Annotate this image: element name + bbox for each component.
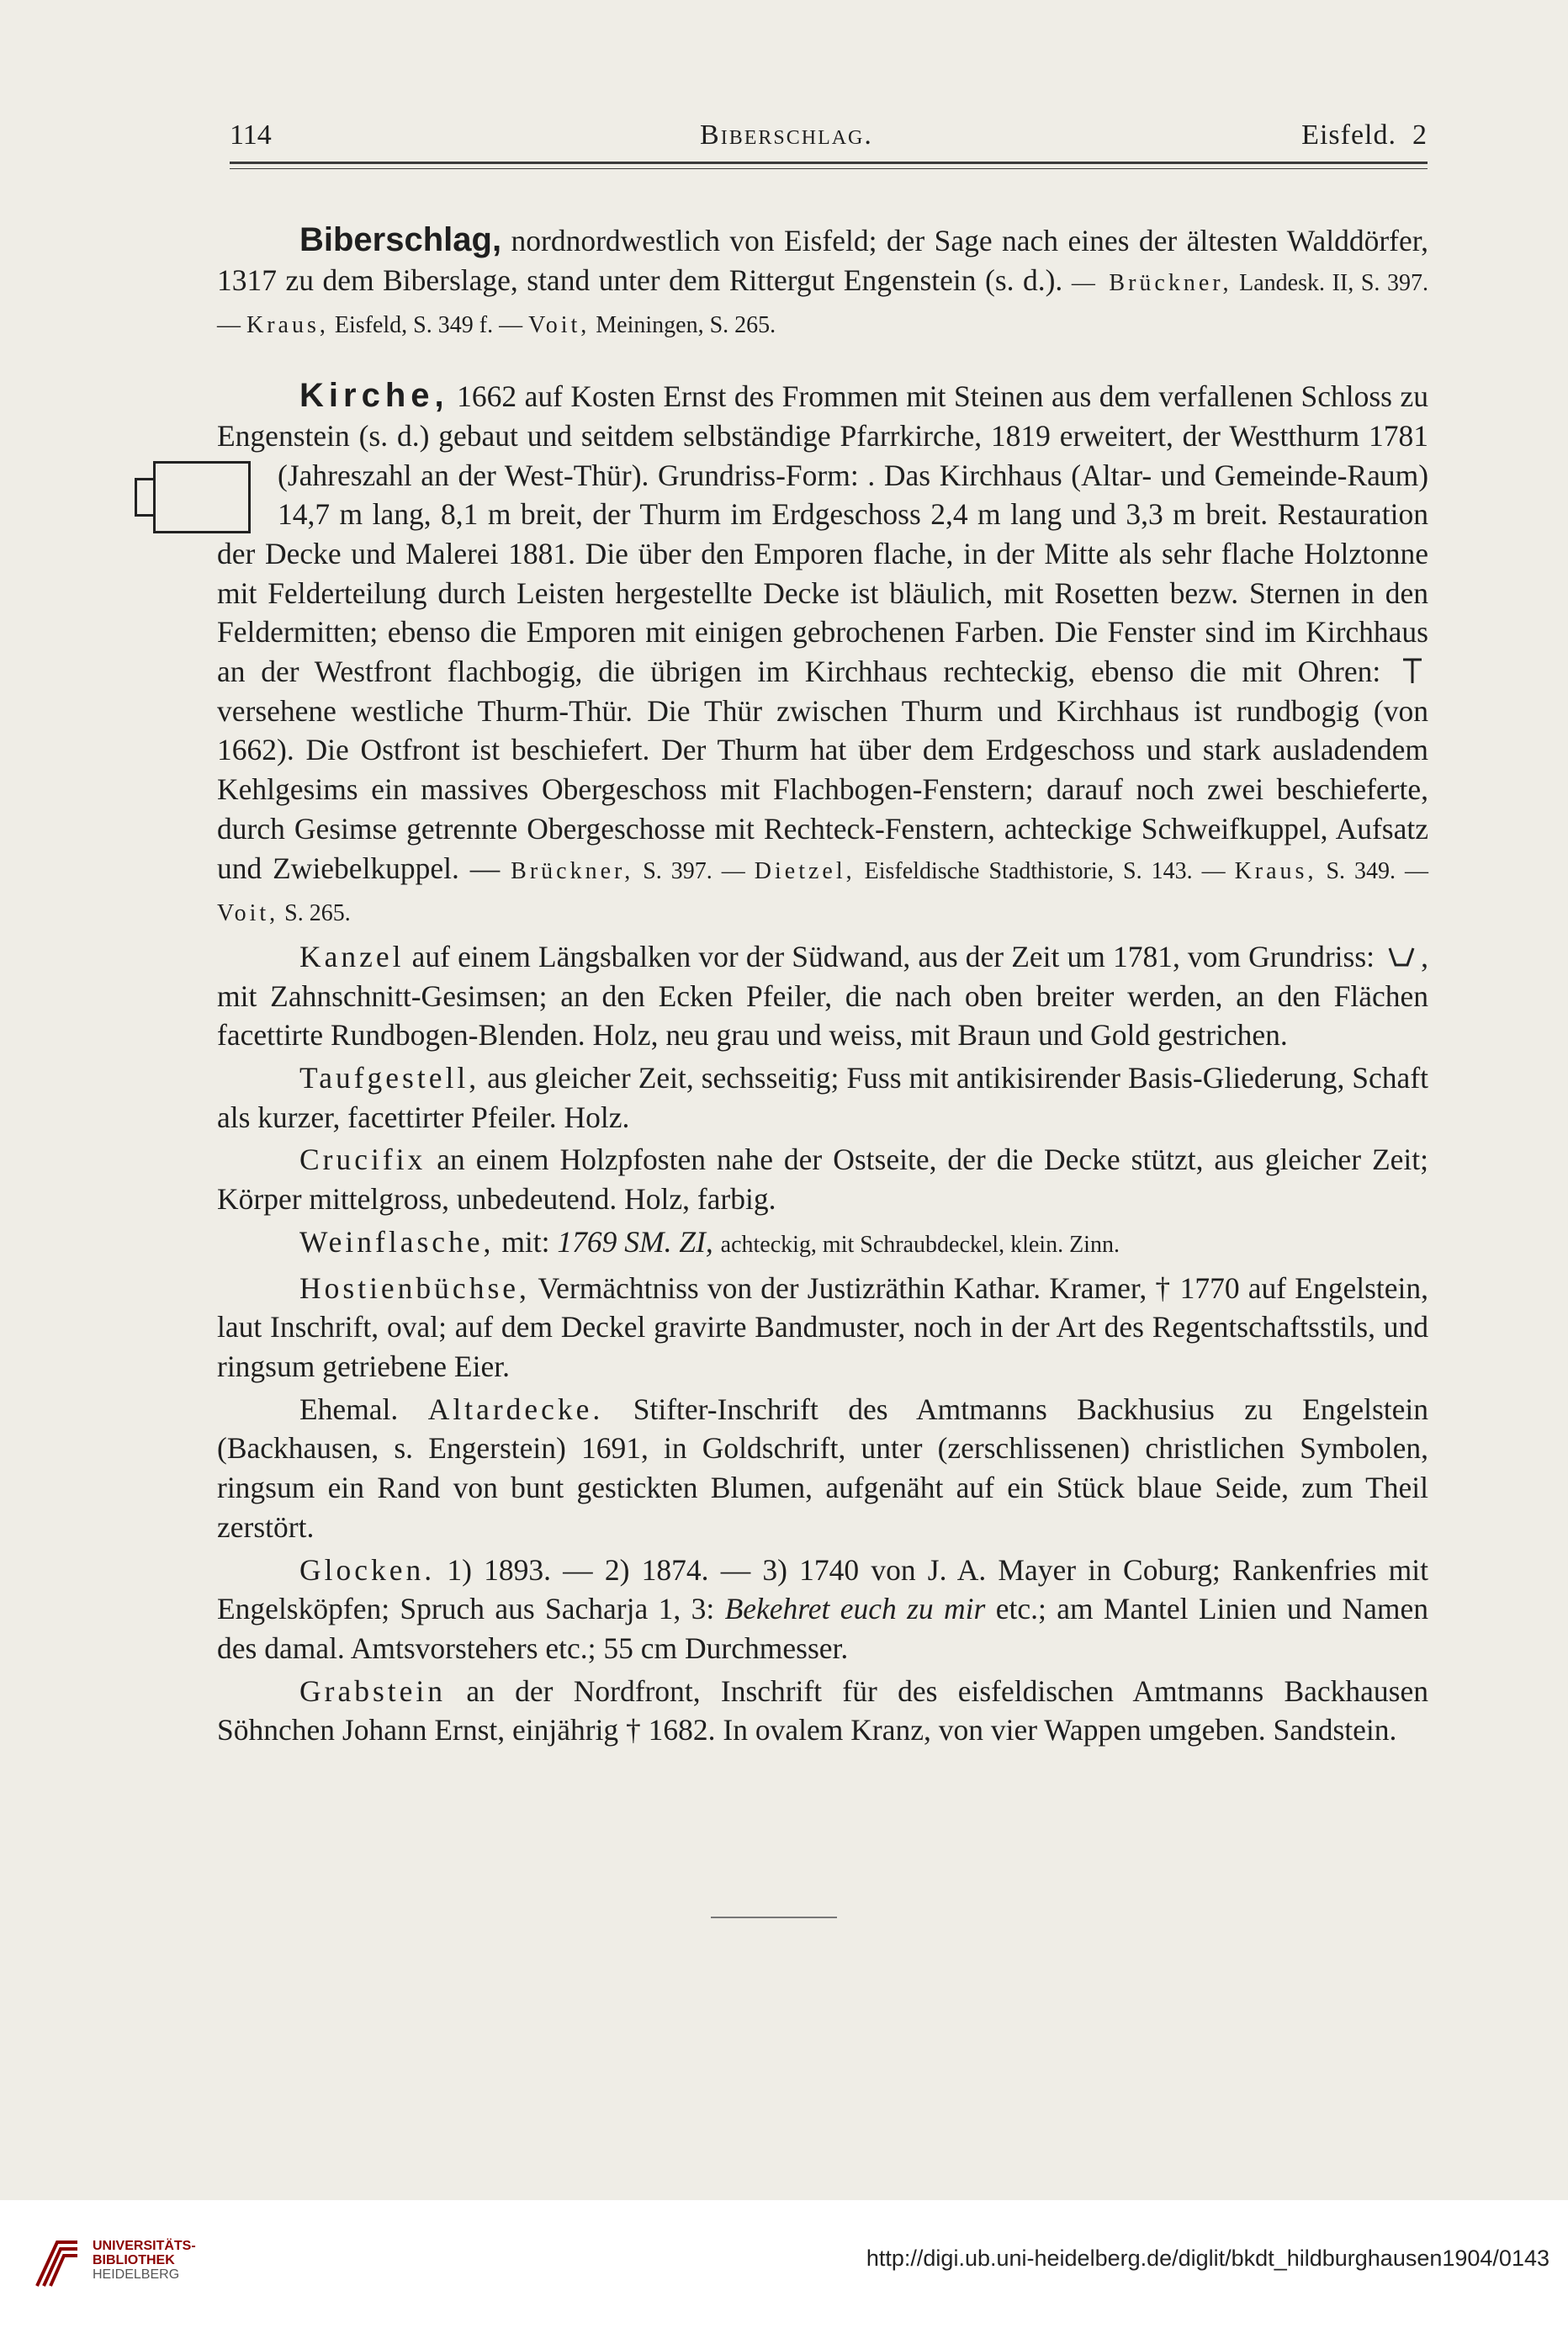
taufgestell-paragraph: Taufgestell, aus gleicher Zeit, sechsseitig; Fuss mit antikisirender Basis-Gliederung, Schaft als kurzer, facettirter Pfeiler. Holz. — [217, 1061, 1429, 1134]
floor-plan-icon — [135, 461, 266, 532]
door-ears-icon — [1401, 656, 1423, 685]
library-logo-icon — [32, 2234, 84, 2293]
altardecke-paragraph: Ehemal. Altardecke. Stifter-Inschrift des Amtmanns Backhusius zu Engelstein (Backhausen, s. Engerstein) 1691, in Goldschrift, unter (zerschlissenen) christlichen Symbolen, ringsum ein Rand von bunt gestickten Blumen, aufgenäht auf ein Stück blaue Seide, zum Theil zerstört. — [217, 1392, 1429, 1544]
glocken-paragraph: Glocken. 1) 1893. — 2) 1874. — 3) 1740 von J. A. Mayer in Coburg; Rankenfries mit Engelsköpfen; Spruch aus Sacharja 1, 3: Bekehret euch zu mir etc.; am Mantel Linien und Namen des damal. Amtsvorstehers etc.; 55 cm Durchmesser. — [217, 1552, 1429, 1665]
hostienbuechse-paragraph: Hostienbüchse, Vermächtniss von der Justizräthin Kathar. Kramer, † 1770 auf Engelstein, laut Inschrift, oval; auf dem Deckel gravirte Bandmuster, noch in der Art des Regentschaftsstils, und ringsum getriebene Eier. — [217, 1270, 1429, 1383]
crucifix-paragraph: Crucifix an einem Holzpfosten nahe der Ostseite, der die Decke stützt, aus gleicher Zeit; Körper mittelgross, unbedeutend. Holz, farbig. — [217, 1143, 1429, 1217]
entry-title: Biberschlag, — [299, 221, 502, 258]
pulpit-plan-icon — [1387, 945, 1416, 970]
entry-paragraph: Biberschlag, nordnordwestlich von Eisfeld; der Sage nach eines der ältesten Walddörfer, 1317 zu dem Biberslage, stand unter dem Rittergut Engenstein (s. d.). — Brückner, Landesk. II, S. 397. — Kraus, Eisfeld, S. 349 f. — Voit, Meiningen, S. 265. — [217, 221, 1429, 339]
kirche-paragraph: Kirche, 1662 auf Kosten Ernst des Frommen mit Steinen aus dem verfallenen Schloss zu Engenstein (s. d.) gebaut und seitdem selbständige Pfarrkirche, 1819 erweitert, der Westthurm 1781 (Jahreszahl an der West-Thür). Grundriss-Form: . Das Kirchhaus (Altar- und Gemeinde-Raum) 14,7 m lang, 8,1 m breit, der Thurm im Erdgeschoss 2,4 m lang und 3,3 m breit. Restauration der Decke und Malerei 1881. Die über den Emporen flache, in der Mitte als sehr flache Holztonne mit Felderteilung durch Leisten hergestellte Decke ist bläulich, mit Rosetten bezw. Sternen in den Feldermitten; ebenso die Emporen mit einigen gebrochenen Farben. Die Fenster sind im Kirchhaus an der Westfront flachbogig, die übrigen im Kirchhaus rechteckig, ebenso die mit Ohren: versehene westliche Thurm-Thür. Die Thür zwischen Thurm und Kirchhaus ist rundbogig (von 1662). Die Ostfront ist beschiefert. Der Thurm hat über dem Erdgeschoss und stark ausladendem Kehlgesims ein massives Obergeschoss mit Flachbogen-Fenstern; darauf noch zwei beschieferte, durch Gesimse getrennte Obergeschosse mit Rechteck-Fenstern, achteckige Schweifkuppel, Aufsatz und Zwiebelkuppel. — Brückner, S. 397. — Dietzel, Eisfeldische Stadthistorie, S. 143. — Kraus, S. 349. — Voit, S. 265. — [217, 376, 1428, 934]
header-rule-thin — [230, 168, 1428, 169]
header-location: Eisfeld. 2 — [1301, 119, 1428, 151]
grabstein-paragraph: Grabstein an der Nordfront, Inschrift für des eisfeldischen Amtmanns Backhausen Söhnchen Johann Ernst, einjährig † 1682. In ovalem Kranz, von vier Wappen umgeben. Sandstein. — [217, 1673, 1428, 1747]
weinflasche-paragraph: Weinflasche, mit: 1769 SM. ZI, achteckig, mit Schraubdeckel, klein. Zinn. — [299, 1224, 1120, 1259]
header-rule-thick — [230, 162, 1428, 164]
page-number: 114 — [230, 119, 272, 151]
library-name: UNIVERSITÄTS- BIBLIOTHEK HEIDELBERG — [93, 2239, 196, 2282]
kanzel-paragraph: Kanzel auf einem Längsbalken vor der Südwand, aus der Zeit um 1781, vom Grundriss: , mit Zahnschnitt-Gesimsen; an den Ecken Pfeiler, die nach oben breiter werden, an den Flächen facettirte Rundbogen-Blenden. Holz, neu grau und weiss, mit Braun und Gold gestrichen. — [217, 939, 1429, 1053]
page-body — [217, 220, 1428, 1750]
kirche-title: Kirche, — [299, 377, 449, 415]
end-rule — [711, 1917, 837, 1918]
footer-bar — [0, 2200, 1568, 2328]
source-url-link[interactable]: http://digi.ub.uni-heidelberg.de/diglit/bkdt_hildburghausen1904/0143 — [866, 2246, 1549, 2271]
running-header — [230, 114, 1428, 156]
running-title: Biberschlag. — [700, 119, 873, 151]
